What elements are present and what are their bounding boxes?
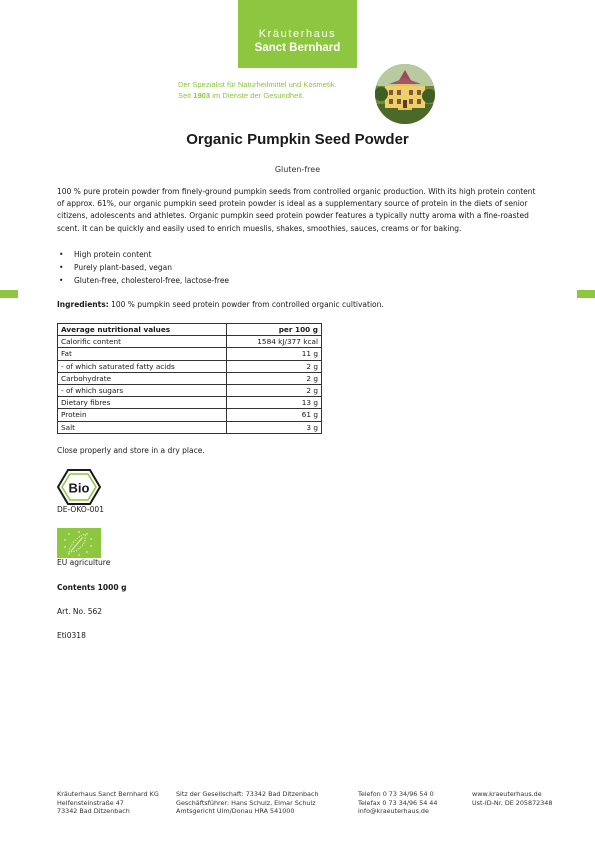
eu-organic-leaf-icon (57, 528, 101, 560)
eu-agriculture-label: EU agriculture (57, 558, 111, 567)
contents-amount: Contents 1000 g (57, 583, 127, 592)
table-row: Protein 61 g (58, 409, 322, 421)
logo-line-2: Sanct Bernhard (254, 42, 341, 54)
svg-text:Bio: Bio (68, 480, 90, 496)
list-item: • High protein content (59, 250, 152, 259)
building-photo (375, 64, 435, 124)
brand-logo (238, 0, 357, 68)
page-title: Organic Pumpkin Seed Powder (186, 131, 409, 148)
table-row: Fat 11 g (58, 348, 322, 360)
table-header-row (58, 324, 322, 336)
feature-list (57, 248, 457, 287)
bullet-icon: • (59, 263, 64, 272)
page-subtitle: Gluten-free (274, 165, 321, 174)
footer-legal-info: Sitz der Gesellschaft: 73342 Bad Ditzenbach Geschäftsführer: Hans Schulz, Elmar Schulz Amtsgericht Ulm/Donau HRA 541000 (176, 790, 319, 816)
nutrition-table (57, 323, 322, 434)
tagline-line-1: Der Spezialist für Naturheilmittel und Kosmetik. (178, 80, 337, 89)
footer-company-address: Kräuterhaus Sanct Bernhard KG Helfensteinstraße 47 73342 Bad Ditzenbach (57, 790, 159, 816)
ingredients: Ingredients: 100 % pumpkin seed protein powder from controlled organic cultivation. (57, 300, 384, 309)
storage-note: Close properly and store in a dry place. (57, 446, 205, 455)
bio-seal-icon (57, 469, 101, 507)
table-row: Dietary fibres 13 g (58, 397, 322, 409)
column-header: per 100 g (227, 324, 322, 336)
bullet-icon: • (59, 250, 64, 259)
footer-contact: Telefon 0 73 34/96 54 0 Telefax 0 73 34/96 54 44 info@kraeuterhaus.de (358, 790, 438, 816)
tagline-line-2: Seit 1903 im Dienste der Gesundheit. (178, 91, 305, 100)
brand-tagline (178, 79, 378, 101)
table-row: - of which sugars 2 g (58, 384, 322, 396)
table-row: - of which saturated fatty acids 2 g (58, 360, 322, 372)
list-item: • Gluten-free, cholesterol-free, lactose-free (59, 276, 230, 285)
footer-email-link[interactable]: info@kraeuterhaus.de (358, 807, 429, 816)
bio-control-code: DE-ÖKO-001 (57, 505, 104, 514)
table-row: Salt 3 g (58, 421, 322, 433)
bullet-icon: • (59, 276, 64, 285)
column-header: Average nutritional values (58, 324, 227, 336)
list-item: • Purely plant-based, vegan (59, 263, 172, 272)
fold-mark-left (0, 290, 18, 298)
footer-website-link[interactable]: www.kraeuterhaus.de (472, 790, 542, 798)
fold-mark-right (577, 290, 595, 298)
article-number: Art. No. 562 (57, 607, 103, 616)
table-row: Calorific content 1584 kJ/377 kcal (58, 336, 322, 348)
footer-web-vat: www.kraeuterhaus.de Ust-ID-Nr. DE 205872348 (472, 790, 553, 807)
product-description: 100 % pure protein powder from finely-ground pumpkin seeds from controlled organic production. With its high protein content of approx. 61%, our organic pumpkin seed protein powder is ideal as a supplementary source of protein in the diets of senior citizens, adolescents and athletes. Organic pumpkin seed protein powder features a typically nutty aroma with a fine-roasted scent. It can be quickly and easily used to enrich mueslis, shakes, smoothies, sauces, creams or for baking. (57, 187, 536, 233)
table-row: Carbohydrate 2 g (58, 372, 322, 384)
logo-line-1: Kräuterhaus (258, 28, 337, 40)
label-code: Eti0318 (57, 631, 86, 640)
